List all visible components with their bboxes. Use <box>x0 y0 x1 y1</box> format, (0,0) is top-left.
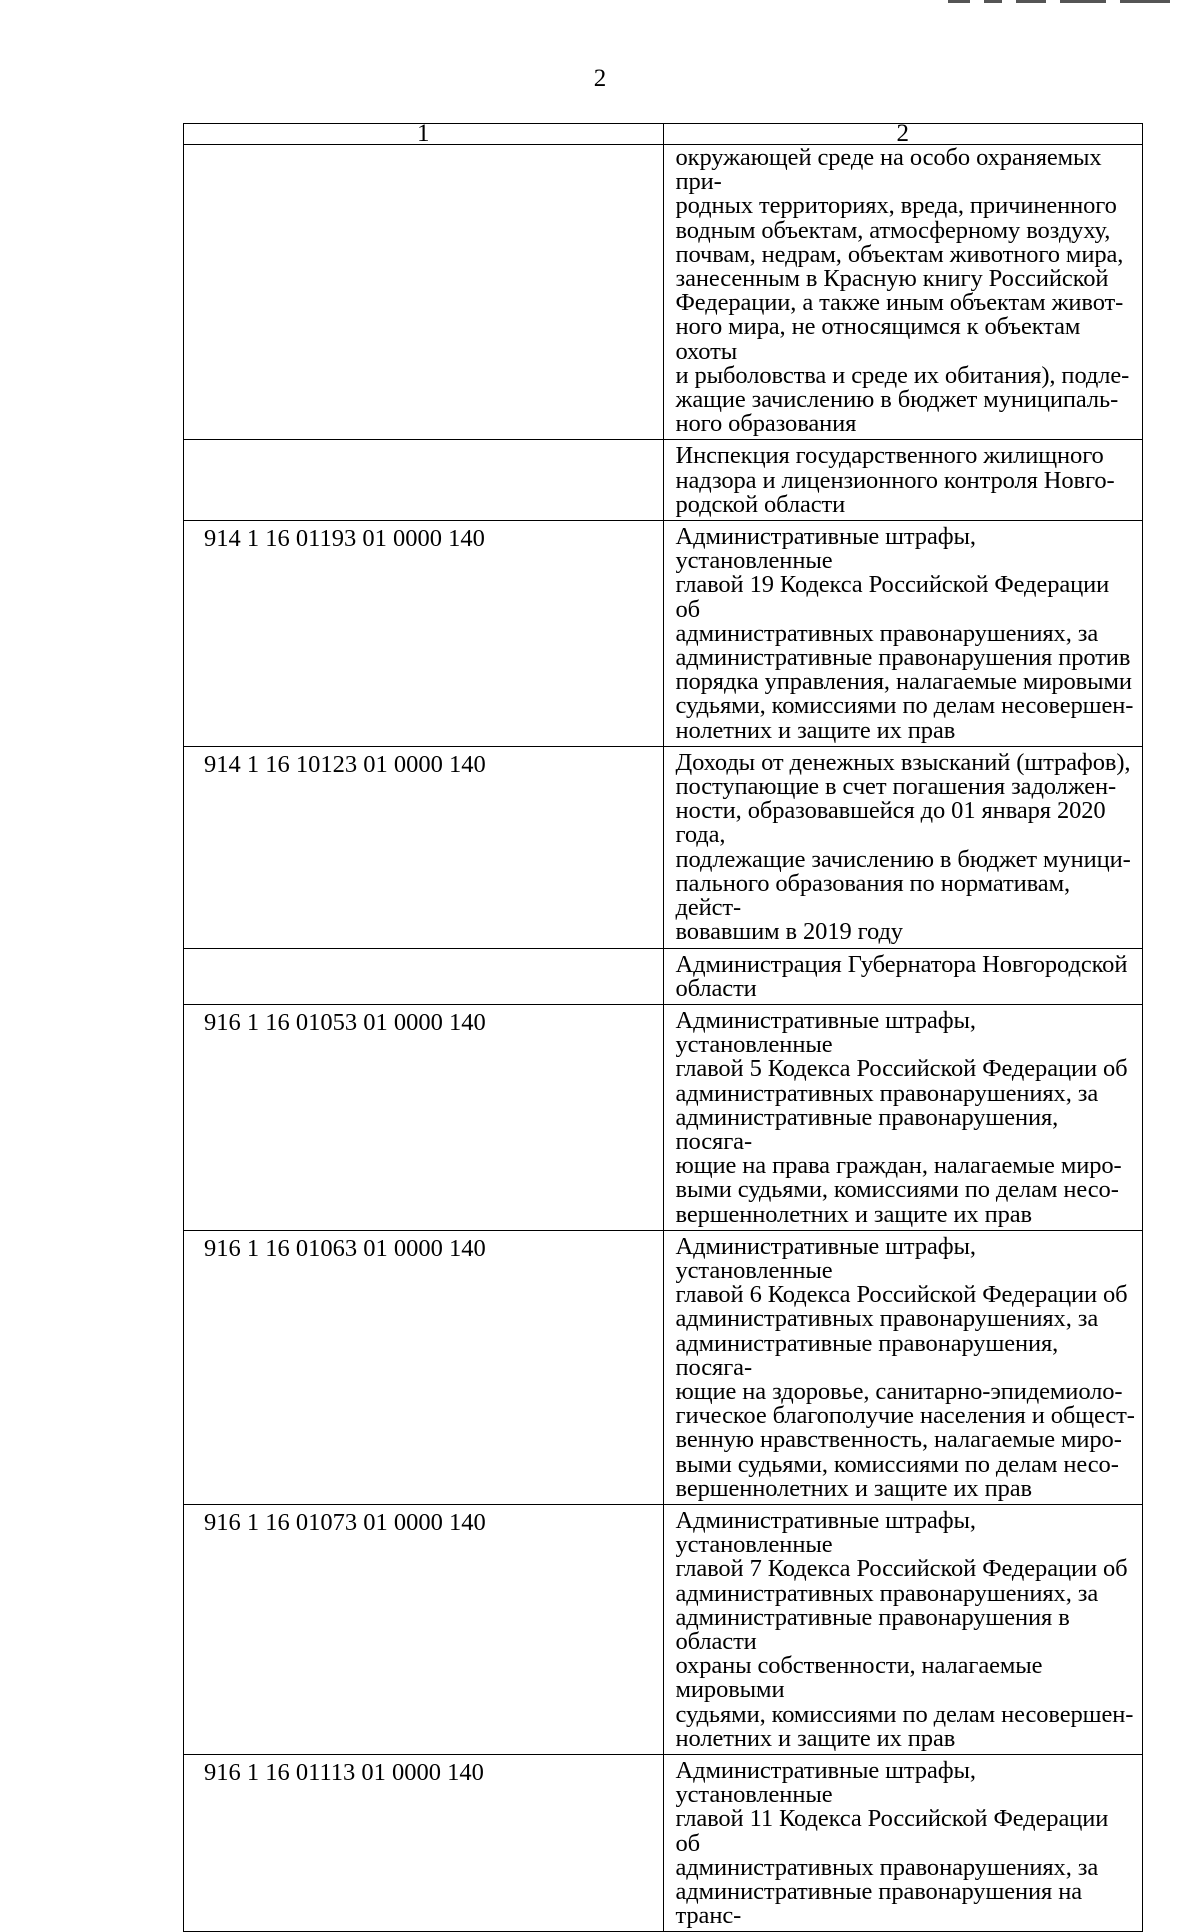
description-cell: Административные штрафы, установленные главой 5 Кодекса Российской Федерации об административных правонарушениях, за административные правонарушения, посяга- ющие на права граждан, налагаемые миро- выми судьями, комиссиями по делам несо- вершеннолетних и защите их прав <box>663 1004 1143 1230</box>
budget-code-cell: 914 1 16 10123 01 0000 140 <box>184 746 664 948</box>
budget-code-cell: 916 1 16 01063 01 0000 140 <box>184 1230 664 1504</box>
table-row <box>184 1004 1143 1230</box>
description-cell: окружающей среде на особо охраняемых при- родных территориях, вреда, причиненного водным объектам, атмосферному воздуху, почвам, недрам, объектам животного мира, занесенным в Красную книгу Российской Федерации, а также иным объектам живот- ного мира, не относящимся к объектам охоты и рыболовства и среде их обитания), подле- жащие зачислению в бюджет муниципаль- ного образования <box>663 145 1143 440</box>
description-cell: Административные штрафы, установленные главой 11 Кодекса Российской Федерации об административных правонарушениях, за административные правонарушения на транс- <box>663 1755 1143 1932</box>
revenue-codes-table <box>183 120 1143 1932</box>
table-row <box>184 521 1143 747</box>
table-row <box>184 440 1143 521</box>
table-row <box>184 1230 1143 1504</box>
budget-code-cell: 914 1 16 01193 01 0000 140 <box>184 521 664 747</box>
page-number: 2 <box>593 65 607 92</box>
description-cell: Доходы от денежных взысканий (штрафов), поступающие в счет погашения задолжен- ности, образовавшейся до 01 января 2020 года, подлежащие зачислению в бюджет муници- пального образования по нормативам, дейст- вовавшим в 2019 году <box>663 746 1143 948</box>
budget-code-cell <box>184 145 664 440</box>
column-header-2: 2 <box>663 124 1143 145</box>
table-row <box>184 1755 1143 1932</box>
table-row <box>184 145 1143 440</box>
budget-code-cell: 916 1 16 01073 01 0000 140 <box>184 1504 664 1754</box>
table-row <box>184 746 1143 948</box>
scan-artifact-marks <box>934 0 1170 8</box>
description-cell: Административные штрафы, установленные главой 7 Кодекса Российской Федерации об административных правонарушениях, за административные правонарушения в области охраны собственности, налагаемые мировыми судьями, комиссиями по делам несовершен- нолетних и защите их прав <box>663 1504 1143 1754</box>
description-cell: Административные штрафы, установленные главой 19 Кодекса Российской Федерации об административных правонарушениях, за административные правонарушения против порядка управления, налагаемые мировыми судьями, комиссиями по делам несовершен- нолетних и защите их прав <box>663 521 1143 747</box>
budget-code-cell: 916 1 16 01113 01 0000 140 <box>184 1755 664 1932</box>
table-header-row <box>184 124 1143 145</box>
table-row <box>184 948 1143 1004</box>
column-header-1: 1 <box>184 124 664 145</box>
table-row <box>184 1504 1143 1754</box>
budget-code-cell <box>184 948 664 1004</box>
budget-code-cell <box>184 440 664 521</box>
description-cell: Административные штрафы, установленные главой 6 Кодекса Российской Федерации об административных правонарушениях, за административные правонарушения, посяга- ющие на здоровье, санитарно-эпидемиоло- гическое благополучие населения и общест- венную нравственность, налагаемые миро- выми судьями, комиссиями по делам несо- вершеннолетних и защите их прав <box>663 1230 1143 1504</box>
authority-heading-cell: Администрация Губернатора Новгородской области <box>663 948 1143 1004</box>
authority-heading-cell: Инспекция государственного жилищного надзора и лицензионного контроля Новго- родской области <box>663 440 1143 521</box>
budget-code-cell: 916 1 16 01053 01 0000 140 <box>184 1004 664 1230</box>
